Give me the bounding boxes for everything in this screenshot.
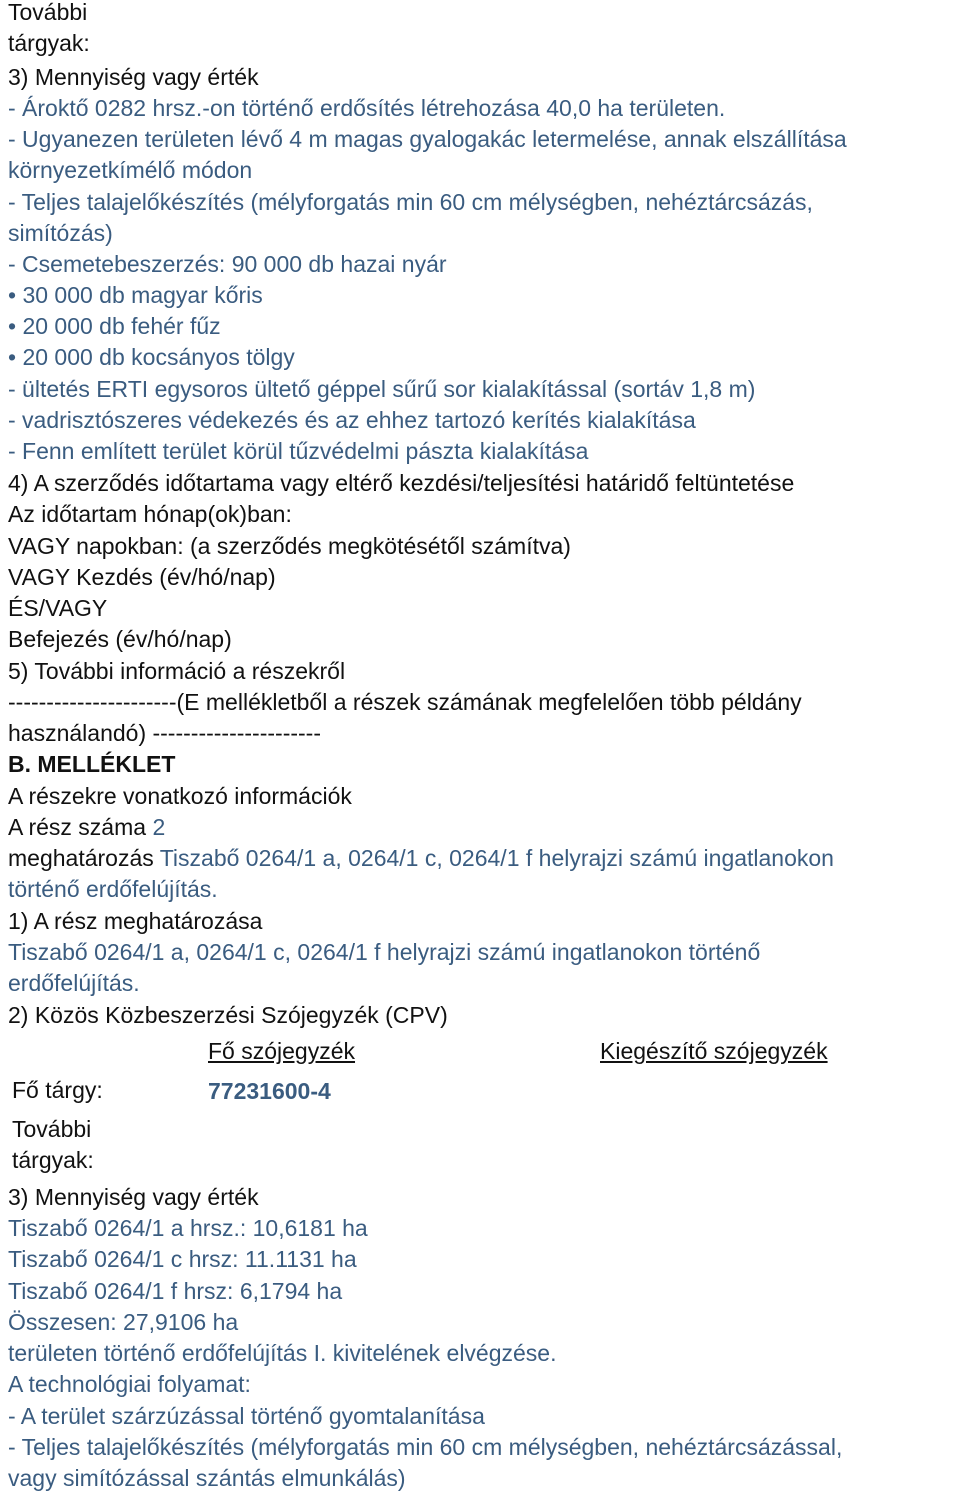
cpv-additional-label-line1: További bbox=[12, 1116, 92, 1142]
quantity-line: Tiszabő 0264/1 a hrsz.: 10,6181 ha bbox=[8, 1215, 368, 1241]
cpv-main-label: Fő tárgy: bbox=[12, 1077, 103, 1103]
quantity-line: területen történő erdőfelújítás I. kivitelének elvégzése. bbox=[8, 1340, 557, 1366]
quantity-line: A technológiai folyamat: bbox=[8, 1371, 251, 1397]
quantity-line: - Ugyanezen területen lévő 4 m magas gyalogakác letermelése, annak elszállítása bbox=[8, 126, 847, 152]
quantity-line: - Teljes talajelőkészítés (mélyforgatás min 60 cm mélységben, nehéztárcsázás, bbox=[8, 189, 813, 215]
duration-heading: 4) A szerződés időtartama vagy eltérő kezdési/teljesítési határidő feltüntetése bbox=[8, 470, 795, 496]
mennyiseg-heading: 3) Mennyiség vagy érték bbox=[8, 64, 259, 90]
cpv-supplementary-header: Kiegészítő szójegyzék bbox=[600, 1038, 828, 1064]
quantity-bullet: • 30 000 db magyar kőris bbox=[8, 282, 263, 308]
quantity-bullet: • 20 000 db fehér fűz bbox=[8, 313, 221, 339]
tovabbi-targyak-label-line1: További bbox=[8, 0, 88, 25]
duration-line: Befejezés (év/hó/nap) bbox=[8, 626, 232, 652]
part-number-value: 2 bbox=[152, 814, 166, 840]
duration-line: Az időtartam hónap(ok)ban: bbox=[8, 501, 292, 527]
part-def-text: Tiszabő 0264/1 a, 0264/1 c, 0264/1 f helyrajzi számú ingatlanokon történő bbox=[8, 939, 761, 965]
tovabbi-targyak-label-line2: tárgyak: bbox=[8, 30, 90, 56]
quantity-line: - Fenn említett terület körül tűzvédelmi pászta kialakítása bbox=[8, 438, 589, 464]
separator-note: ----------------------(E mellékletből a részek számának megfelelően több példány bbox=[8, 689, 802, 715]
quantity-line: Tiszabő 0264/1 c hrsz: 11.1131 ha bbox=[8, 1246, 357, 1272]
quantity-bullet: • 20 000 db kocsányos tölgy bbox=[8, 344, 295, 370]
duration-line: ÉS/VAGY bbox=[8, 595, 108, 621]
quantity-total: Összesen: 27,9106 ha bbox=[8, 1309, 239, 1335]
quantity-line: - Ároktő 0282 hrsz.-on történő erdősítés létrehozása 40,0 ha területen. bbox=[8, 95, 726, 121]
part-def-heading: 1) A rész meghatározása bbox=[8, 908, 263, 934]
separator-note: használandó) ---------------------- bbox=[8, 720, 321, 746]
cpv-main-header: Fő szójegyzék bbox=[208, 1038, 356, 1064]
quantity-line: simítózás) bbox=[8, 220, 113, 246]
cpv-heading: 2) Közös Közbeszerzési Szójegyzék (CPV) bbox=[8, 1002, 448, 1028]
part-number-label: A rész száma bbox=[8, 814, 147, 840]
part-def-text: erdőfelújítás. bbox=[8, 970, 140, 996]
quantity-line: - Csemetebeszerzés: 90 000 db hazai nyár bbox=[8, 251, 447, 277]
annex-title: B. MELLÉKLET bbox=[8, 751, 176, 777]
quantity-line: környezetkímélő módon bbox=[8, 157, 253, 183]
definition-row bbox=[8, 844, 834, 872]
quantity-line: Tiszabő 0264/1 f hrsz: 6,1794 ha bbox=[8, 1278, 343, 1304]
definition-value-cont: történő erdőfelújítás. bbox=[8, 876, 218, 902]
mennyiseg-heading-2: 3) Mennyiség vagy érték bbox=[8, 1184, 259, 1210]
cpv-additional-label-line2: tárgyak: bbox=[12, 1147, 94, 1173]
quantity-line: vagy simítózással szántás elmunkálás) bbox=[8, 1465, 406, 1491]
quantity-line: - ültetés ERTI egysoros ültető géppel sűrű sor kialakítással (sortáv 1,8 m) bbox=[8, 376, 756, 402]
quantity-line: - A terület szárzúzással történő gyomtalanítása bbox=[8, 1403, 485, 1429]
annex-subtitle: A részekre vonatkozó információk bbox=[8, 783, 352, 809]
further-info-heading: 5) További információ a részekről bbox=[8, 658, 346, 684]
duration-line: VAGY napokban: (a szerződés megkötésétől számítva) bbox=[8, 533, 571, 559]
cpv-main-code: 77231600-4 bbox=[208, 1078, 331, 1104]
quantity-line: - Teljes talajelőkészítés (mélyforgatás min 60 cm mélységben, nehéztárcsázással, bbox=[8, 1434, 843, 1460]
quantity-line: - vadrisztószeres védekezés és az ehhez tartozó kerítés kialakítása bbox=[8, 407, 696, 433]
definition-label: meghatározás bbox=[8, 845, 154, 871]
duration-line: VAGY Kezdés (év/hó/nap) bbox=[8, 564, 276, 590]
definition-value: Tiszabő 0264/1 a, 0264/1 c, 0264/1 f helyrajzi számú ingatlanokon bbox=[159, 845, 834, 871]
part-number-row bbox=[8, 813, 165, 841]
